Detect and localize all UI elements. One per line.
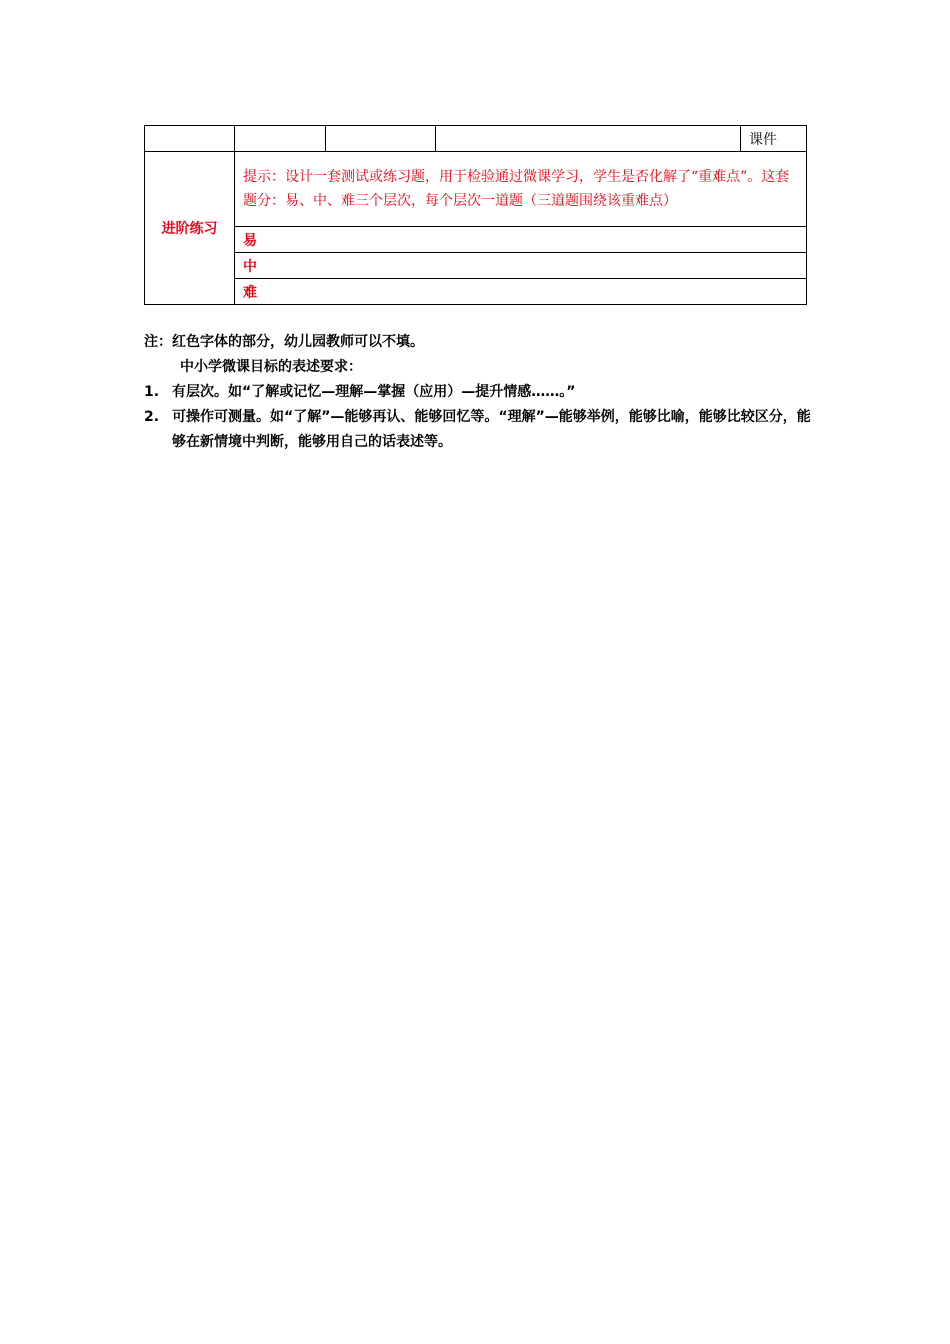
table-row-hint (145, 152, 807, 227)
section-label-advanced-practice: 进阶练习 (145, 152, 235, 305)
note-line: 注：红色字体的部分，幼儿园教师可以不填。 (144, 334, 424, 350)
list-item-number: 2. (144, 409, 160, 425)
list-item-text: 可操作可测量。如“了解”—能够再认、能够回忆等。“理解”—能够举例，能够比喻，能够比较区分，能够在新情境中判断，能够用自己的话表述等。 (172, 409, 811, 450)
level-hard: 难 (235, 279, 807, 305)
table-row-level-medium (145, 253, 807, 279)
list-item-text: 有层次。如“了解或记忆—理解—掌握（应用）—提升情感……。” (172, 384, 576, 400)
table-row-level-hard (145, 279, 807, 305)
notes-subheading: 中小学微课目标的表述要求： (180, 359, 362, 375)
list-item-number: 1. (144, 384, 160, 400)
courseware-label: 课件 (741, 126, 807, 152)
table-cell-empty (436, 126, 741, 152)
lesson-design-table (144, 125, 807, 305)
table-cell-empty (235, 126, 326, 152)
notes-section (144, 330, 814, 455)
level-easy: 易 (235, 227, 807, 253)
table-row-top (145, 126, 807, 152)
hint-text: 提示：设计一套测试或练习题，用于检验通过微课学习，学生是否化解了“重难点”。这套题分：易、中、难三个层次，每个层次一道题（三道题围绕该重难点） (235, 152, 807, 227)
level-medium: 中 (235, 253, 807, 279)
table-row-level-easy (145, 227, 807, 253)
list-item (144, 405, 814, 455)
table-cell-empty (145, 126, 235, 152)
table-cell-empty (326, 126, 436, 152)
list-item (144, 380, 814, 405)
